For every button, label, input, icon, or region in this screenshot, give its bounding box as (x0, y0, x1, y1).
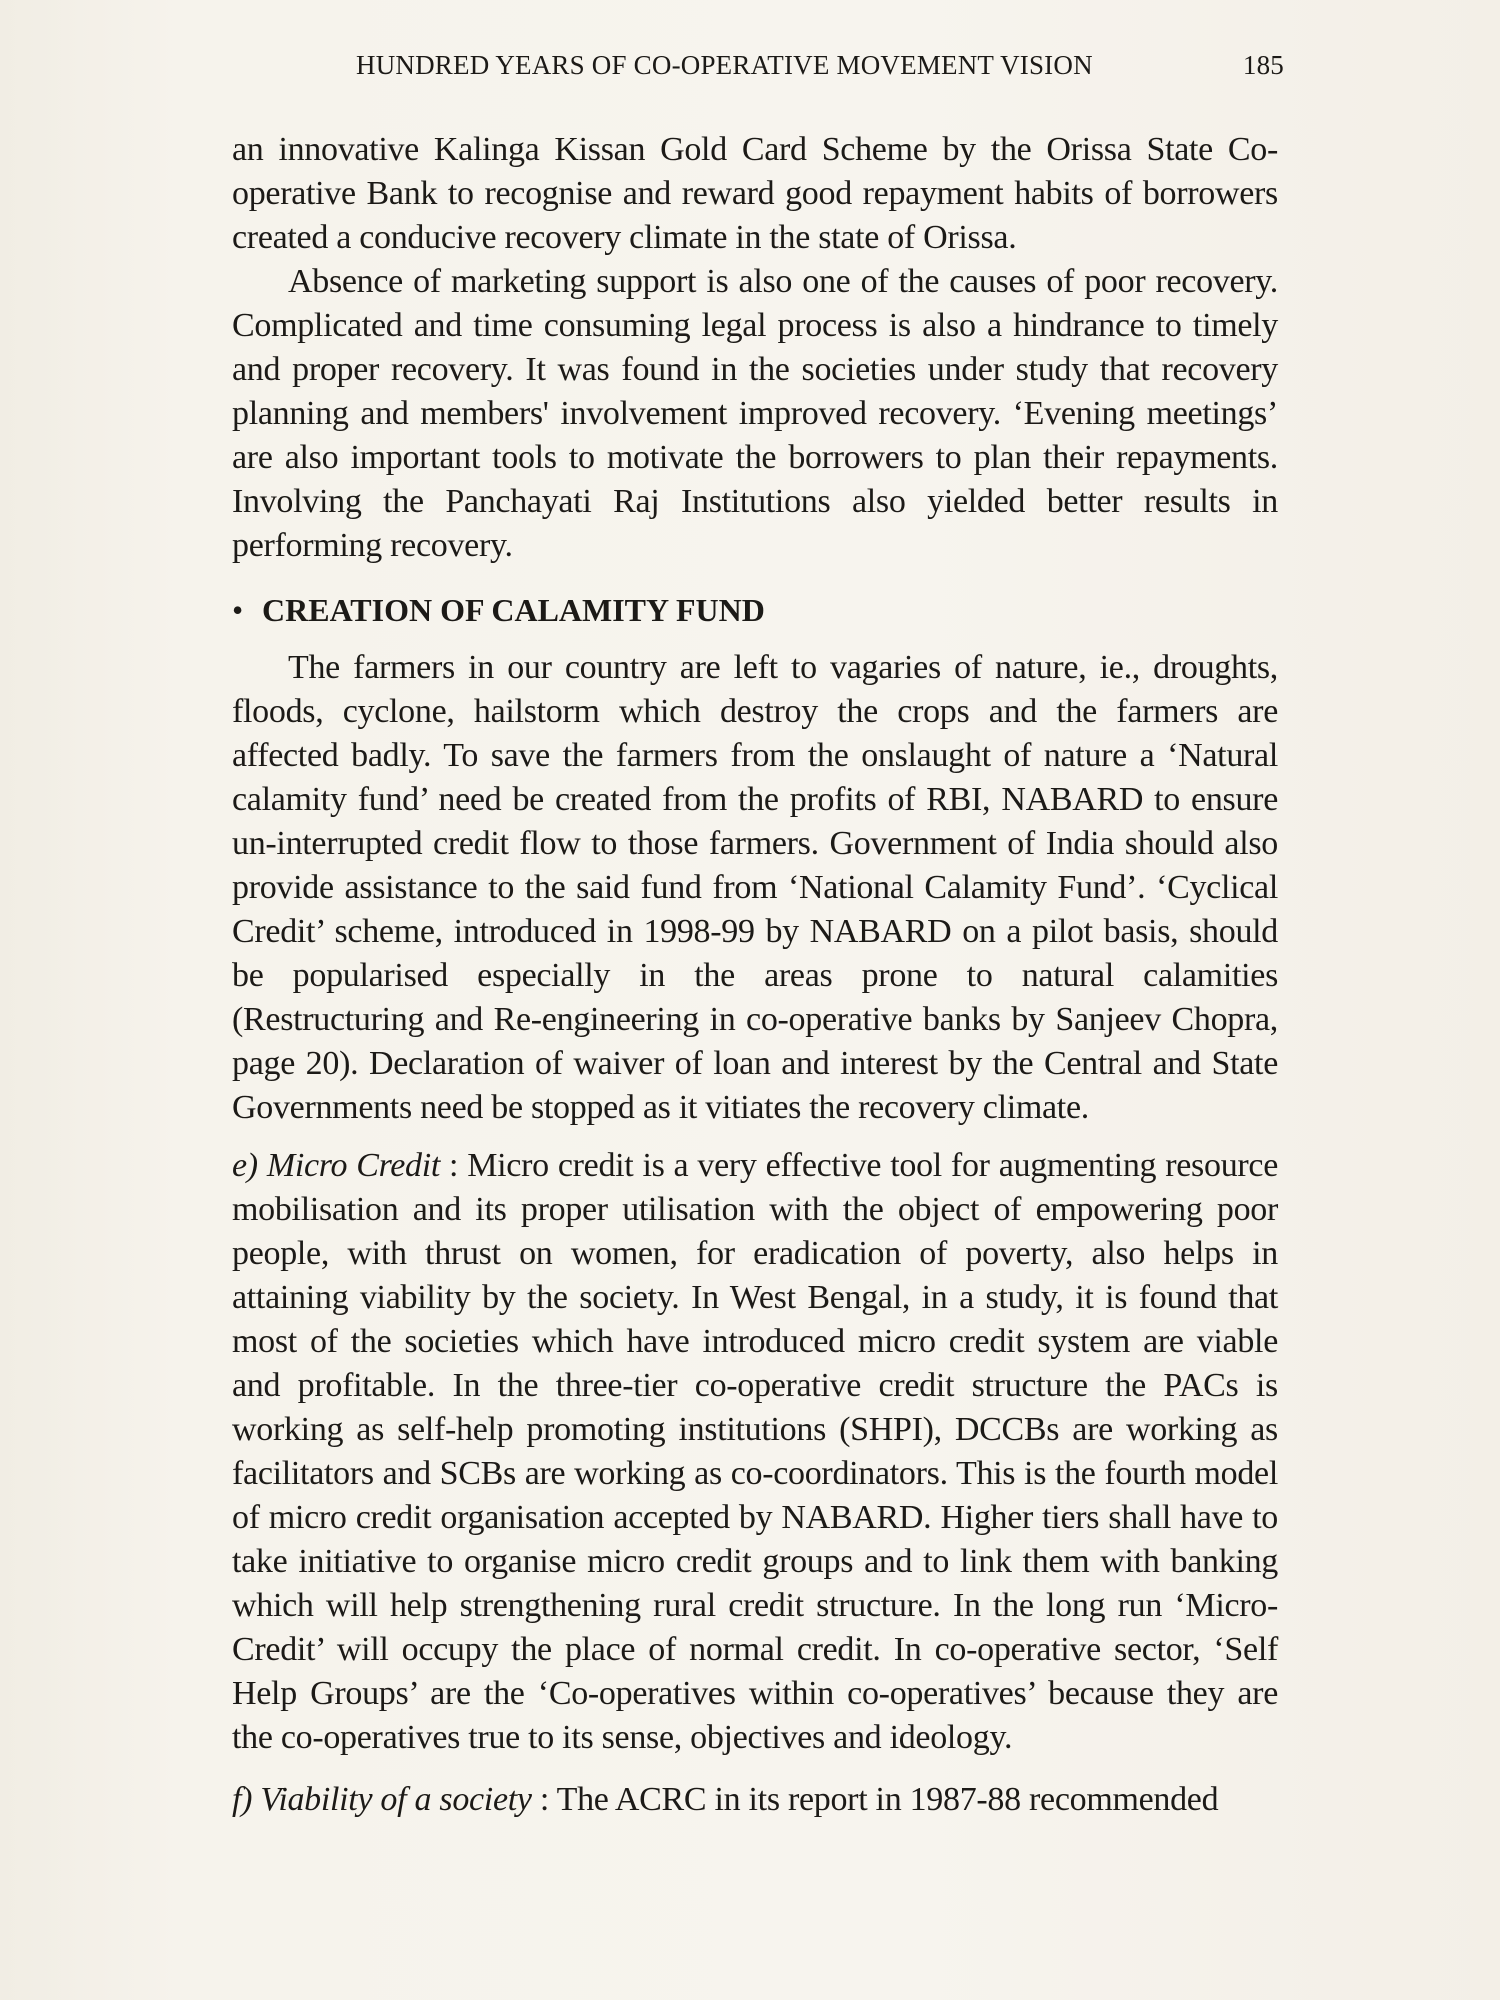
section-heading-label: CREATION OF CALAMITY FUND (262, 592, 765, 628)
micro-credit-label: e) Micro Credit (232, 1147, 441, 1184)
running-head: HUNDRED YEARS OF CO-OPERATIVE MOVEMENT VISION (356, 50, 1093, 80)
paragraph-micro-credit (232, 1144, 1278, 1760)
viability-text: : The ACRC in its report in 1987-88 recommended (531, 1781, 1219, 1818)
paragraph-viability (232, 1778, 1278, 1822)
paragraph-kalinga-gold-card: an innovative Kalinga Kissan Gold Card Scheme by the Orissa State Co-operative Bank to recognise and reward good repayment habits of borrowers created a conducive recovery climate in the state of Orissa. (232, 131, 1278, 256)
paragraph-calamity-fund: The farmers in our country are left to vagaries of nature, ie., droughts, floods, cyclone, hailstorm which destroy the crops and the farmers are affected badly. To save the farmers from the onslaught of nature a ‘Natural calamity fund’ need be created from the profits of RBI, NABARD to ensure un-interrupted credit flow to those farmers. Government of India should also provide assistance to the said fund from ‘National Calamity Fund’. ‘Cyclical Credit’ scheme, introduced in 1998-99 by NABARD on a pilot basis, should be popularised especially in the areas prone to natural calamities (Restructuring and Re-engineering in co-operative banks by Sanjeev Chopra, page 20). Declaration of waiver of loan and interest by the Central and State Governments need be stopped as it vitiates the recovery climate. (232, 649, 1278, 1126)
page-body (232, 128, 1278, 1822)
page-number: 185 (1242, 50, 1284, 80)
micro-credit-text: : Micro credit is a very effective tool for augmenting resource mobilisation and its proper utilisation with the object of empowering poor people, with thrust on women, for eradication of poverty, also helps in attaining viability by the society. In West Bengal, in a study, it is found that most of the societies which have introduced micro credit system are viable and profitable. In the three-tier co-operative credit structure the PACs is working as self-help promoting institutions (SHPI), DCCBs are working as facilitators and SCBs are working as co-coordinators. This is the fourth model of micro credit organisation accepted by NABARD. Higher tiers shall have to take initiative to organise micro credit groups and to link them with banking which will help strengthening rural credit structure. In the long run ‘Micro-Credit’ will occupy the place of normal credit. In co-operative sector, ‘Self Help Groups’ are the ‘Co-operatives within co-operatives’ because they are the co-operatives true to its sense, objectives and ideology. (232, 1147, 1278, 1756)
paragraph-marketing-support: Absence of marketing support is also one of the causes of poor recovery. Complicated and time consuming legal process is also a hindrance to timely and proper recovery. It was found in the societies under study that recovery planning and members' involvement improved recovery. ‘Evening meetings’ are also important tools to motivate the borrowers to plan their repayments. Involving the Panchayati Raj Institutions also yielded better results in performing recovery. (232, 263, 1278, 564)
section-heading-calamity-fund (232, 588, 1278, 632)
page-header (356, 50, 1286, 81)
viability-label: f) Viability of a society (232, 1781, 532, 1818)
bullet-icon: • (232, 592, 244, 628)
